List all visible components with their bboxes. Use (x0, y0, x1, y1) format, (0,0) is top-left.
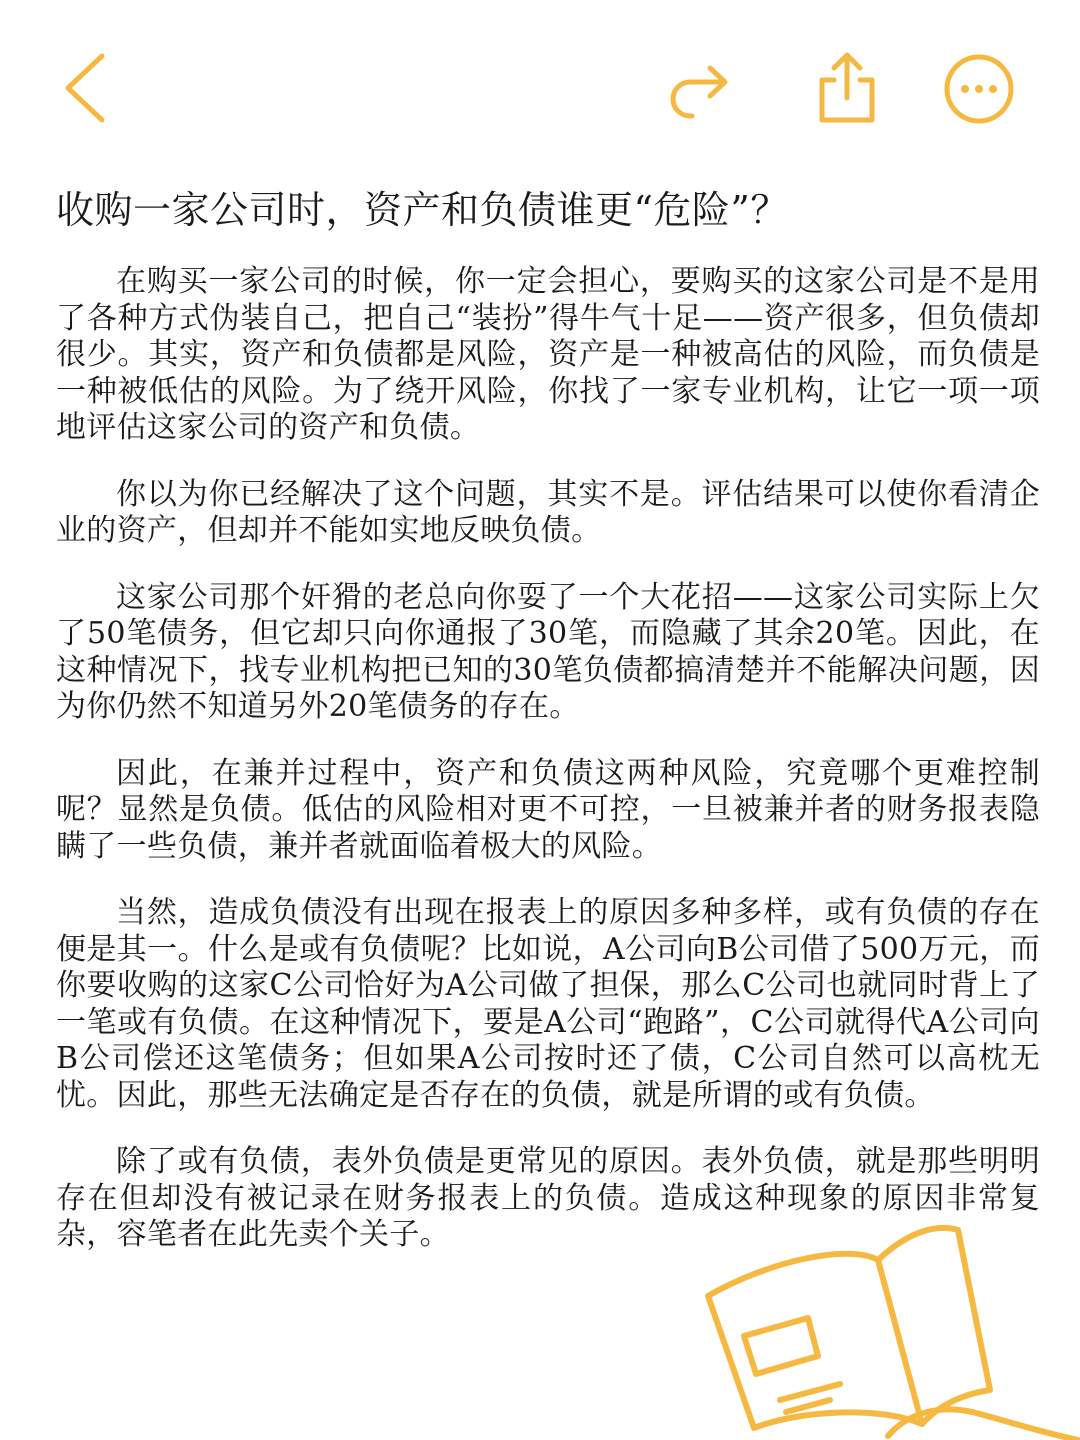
article-paragraph: 因此，在兼并过程中，资产和负债这两种风险，究竟哪个更难控制呢？显然是负债。低估的风险相对更不可控，一旦被兼并者的财务报表隐瞒了一些负债，兼并者就面临着极大的风险。 (56, 755, 1040, 864)
export-button[interactable] (814, 50, 880, 126)
share-arrow-icon (668, 56, 734, 122)
more-button[interactable] (942, 52, 1016, 126)
more-icon (942, 52, 1016, 126)
article-paragraph: 这家公司那个奸猾的老总向你耍了一个大花招——这家公司实际上欠了50笔债务，但它却只向你通报了30笔，而隐藏了其余20笔。因此，在这种情况下，找专业机构把已知的30笔负债都搞清楚并不能解决问题，因为你仍然不知道另外20笔债务的存在。 (56, 579, 1040, 724)
share-button[interactable] (668, 56, 734, 122)
article-paragraph: 除了或有负债，表外负债是更常见的原因。表外负债，就是那些明明存在但却没有被记录在财务报表上的负债。造成这种现象的原因非常复杂，容笔者在此先卖个关子。 (56, 1144, 1040, 1252)
article-paragraph: 你以为你已经解决了这个问题，其实不是。评估结果可以使你看清企业的资产，但却并不能如实地反映负债。 (56, 476, 1040, 548)
top-toolbar (0, 0, 1080, 160)
article-body (56, 264, 1040, 1284)
article-paragraph: 在购买一家公司的时候，你一定会担心，要购买的这家公司是不是用了各种方式伪装自己，把自己“装扮”得牛气十足——资产很多，但负债却很少。其实，资产和负债都是风险，资产是一种被高估的风险，而负债是一种被低估的风险。为了绕开风险，你找了一家专业机构，让它一项一项地评估这家公司的资产和负债。 (56, 264, 1040, 445)
article-paragraph: 当然，造成负债没有出现在报表上的原因多种多样，或有负债的存在便是其一。什么是或有负债呢？比如说，A公司向B公司借了500万元，而你要收购的这家C公司恰好为A公司做了担保，那么C公司也就同时背上了一笔或有负债。在这种情况下，要是A公司“跑路”，C公司就得代A公司向B公司偿还这笔债务；但如果A公司按时还了债，C公司自然可以高枕无忧。因此，那些无法确定是否存在的负债，就是所谓的或有负债。 (56, 895, 1040, 1113)
back-arrow-icon (60, 52, 110, 124)
article-title: 收购一家公司时，资产和负债谁更“危险”？ (56, 188, 789, 232)
book-doodle-icon (690, 1200, 1080, 1440)
export-icon (814, 50, 880, 126)
back-button[interactable] (60, 52, 110, 124)
